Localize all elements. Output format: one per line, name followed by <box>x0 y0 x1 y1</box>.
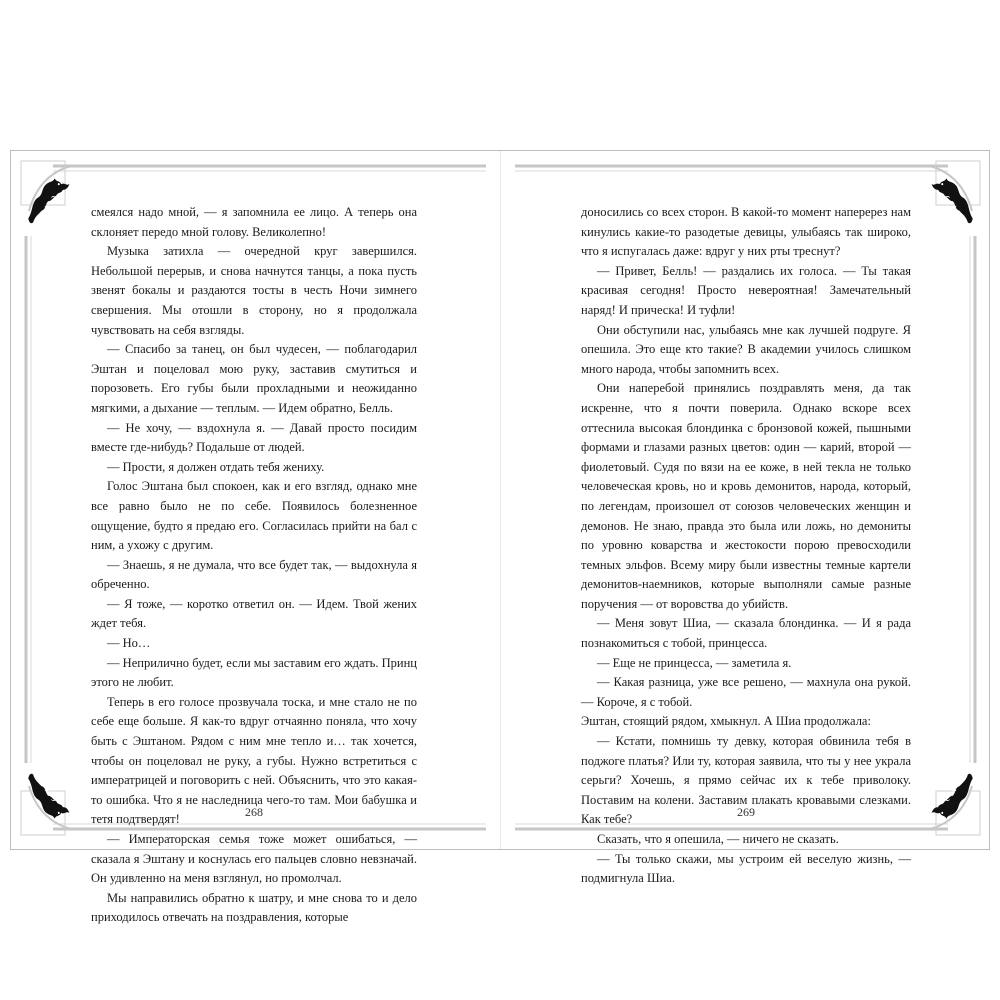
paragraph: Мы направились обратно к шатру, и мне снова то и дело приходилось отвечать на поздравления, которые <box>91 890 417 925</box>
paragraph: — Привет, Белль! — раздались их голоса. — Ты такая красивая сегодня! Просто невероятная! Замечательный наряд! И прическа! И туфли! <box>581 263 911 317</box>
paragraph: доносились со всех сторон. В какой-то момент наперерез нам кинулись какие-то разодетые девицы, улыбаясь так широко, что я испугалась даже: вдруг у них рты треснут? <box>581 205 911 259</box>
paragraph: смеялся надо мной, — я запомнила ее лицо. А теперь она склоняет передо мной голову. Великолепно! <box>91 205 417 239</box>
paragraph: Они обступили нас, улыбаясь мне как лучшей подруге. Я опешила. Это еще кто такие? В академии училось слишком много народа, чтобы запомнить всех. <box>581 322 911 376</box>
paragraph: — Меня зовут Шиа, — сказала блондинка. — И я рада познакомиться с тобой, принцесса. <box>581 616 911 651</box>
dragon-icon <box>25 165 77 231</box>
paragraph: — Императорская семья тоже может ошибаться, — сказала я Эштану и коснулась его пальцев словно невзначай. Он удивленно на меня взглянул, но промолчал. <box>91 832 417 886</box>
paragraph: Эштан, стоящий рядом, хмыкнул. А Шиа продолжала: <box>581 714 871 729</box>
paragraph: — Спасибо за танец, он был чудесен, — поблагодарил Эштан и поцеловал мою руку, заставив смутиться и порозоветь. Его губы были прохладными и неожиданно мягкими, а дыхание — теплым. — Идем обратно, Белль. <box>91 342 417 415</box>
paragraph: — Ты только скажи, мы устроим ей веселую жизнь, — подмигнула Шиа. <box>581 851 911 886</box>
right-page-text <box>581 203 911 889</box>
page-number: 268 <box>245 805 263 819</box>
paragraph: — Прости, я должен отдать тебя жениху. <box>107 459 325 474</box>
paragraph: Теперь в его голосе прозвучала тоска, и мне стало не по себе еще больше. Я как-то вдруг отчаянно поняла, что хочу быть с Эштаном. Рядом с ним мне тепло и… так хочется, чтобы он поцеловал не руку, а губы. Нужно встретиться с императрицей и поговорить с ней. Объяснить, что это какая-то ошибка. Что я не наследница чего-то там. Мои бабушка и тетя подтвердят! <box>91 694 417 827</box>
paragraph: — Неприлично будет, если мы заставим его ждать. Принц этого не любит. <box>91 655 417 690</box>
paragraph: Голос Эштана был спокоен, как и его взгляд, однако мне все равно было не по себе. Появилось болезненное ощущение, будто я предаю его. Согласилась прийти на бал с ним, а ухожу с другим. <box>91 479 417 553</box>
paragraph: — Кстати, помнишь ту девку, которая обвинила тебя в поджоге платья? Или ту, которая заявила, что ты у нее украла серьги? Хочешь, я прямо сейчас их к тебе приволоку. Поставим на колени. Заставим плакать кровавыми слезками. Как тебе? <box>581 734 911 827</box>
paragraph: — Не хочу, — вздохнула я. — Давай просто посидим вместе где-нибудь? Подальше от людей. <box>91 420 417 455</box>
paragraph: — Я тоже, — коротко ответил он. — Идем. Твой жених ждет тебя. <box>91 596 417 631</box>
paragraph: Они наперебой принялись поздравлять меня, да так искренне, что я почти поверила. Однако вскоре всех оттеснила высокая блондинка с бронзовой кожей, пышными формами и глазами разных цветов: один — карий, второй — фиолетовый. Судя по вязи на ее коже, в ней текла не только человеческая кровь, но и кровь демонитов, народа, который, по легендам, произошел от союзов человеческих женщин и демонов. Не знаю, правда это была или ложь, но демониты по уровню коварства и жестокости порою превосходили темных эльфов. Всему миру были известны темные картели демонитов-наемников, которые выполняли самые разные поручения — от воровства до убийств. <box>581 381 911 611</box>
paragraph: Музыка затихла — очередной круг завершился. Небольшой перерыв, и снова начнутся танцы, а пока пусть звенят бокалы и раздаются тосты в честь Ночи зимнего свершения. Мы отошли в сторону, но я продолжала чувствовать на себя взгляды. <box>91 244 417 337</box>
book-spread <box>10 150 990 925</box>
page-number: 269 <box>737 805 755 819</box>
paragraph: Сказать, что я опешила, — ничего не сказать. <box>597 832 839 846</box>
dragon-icon <box>924 766 976 832</box>
right-page <box>501 151 990 886</box>
paragraph: — Знаешь, я не думала, что все будет так, — выдохнула я обреченно. <box>91 557 417 592</box>
paragraph: — Еще не принцесса, — заметила я. <box>597 655 792 670</box>
dragon-icon <box>25 766 77 832</box>
left-page <box>11 151 500 925</box>
dragon-icon <box>924 165 976 231</box>
paragraph: — Какая разница, уже все решено, — махнула она рукой. — Короче, я с тобой. <box>581 675 911 709</box>
paragraph: — Но… <box>107 636 151 651</box>
